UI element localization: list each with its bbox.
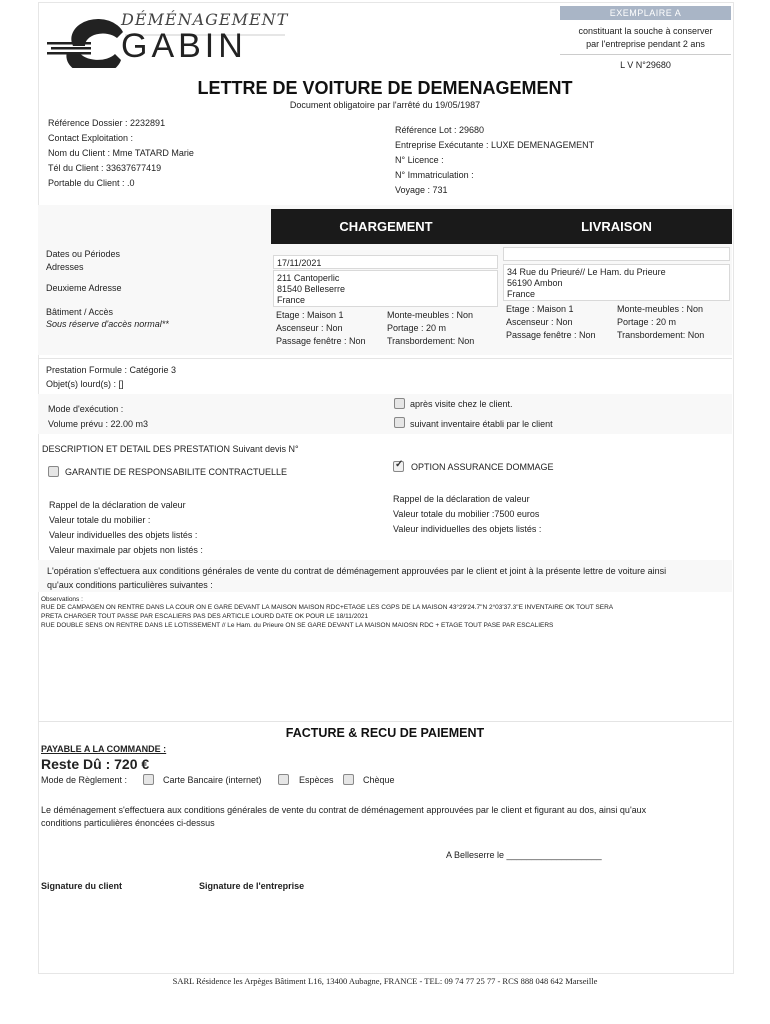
- valeur-totale-right: Valeur totale du mobilier :7500 euros: [393, 509, 540, 519]
- label-adresses: Adresses: [46, 262, 84, 272]
- lv-number: L V N°29680: [620, 60, 671, 70]
- company-logo: [45, 8, 289, 68]
- inventaire-client-checkbox[interactable]: [394, 417, 405, 428]
- livraison-ascenseur: Ascenseur : Non: [506, 317, 573, 327]
- conditions-line1: L'opération s'effectuera aux conditions générales de vente du contrat de déménagement approuvées par le client et joint à la présente lettre de voiture ainsi: [47, 566, 667, 576]
- licence-number: N° Licence :: [395, 155, 444, 165]
- chargement-address-field[interactable]: [273, 270, 498, 307]
- livraison-address-line1: 34 Rue du Prieuré// Le Ham. du Prieure: [507, 267, 666, 277]
- description-title: DESCRIPTION ET DETAIL DES PRESTATION Suivant devis N°: [42, 444, 299, 454]
- especes-checkbox[interactable]: [278, 774, 289, 785]
- mode-execution: Mode d'exécution :: [48, 404, 124, 414]
- livraison-date-field[interactable]: [503, 247, 730, 261]
- facture-conditions-line1: Le déménagement s'effectuera aux conditions générales de vente du contrat de déménagement approuvées par le client et figurant au dos, ainsi qu'aux: [41, 805, 647, 815]
- immatriculation: N° Immatriculation :: [395, 170, 474, 180]
- carte-bancaire-checkbox[interactable]: [143, 774, 154, 785]
- label-deuxieme-adresse: Deuxieme Adresse: [46, 283, 122, 293]
- voyage-number: Voyage : 731: [395, 185, 448, 195]
- label-batiment: Bâtiment / Accès: [46, 307, 114, 317]
- apres-visite-label: après visite chez le client.: [410, 399, 513, 409]
- garantie-checkbox[interactable]: [48, 466, 59, 477]
- garantie-label: GARANTIE DE RESPONSABILITE CONTRACTUELLE: [65, 467, 288, 477]
- chargement-address-line1: 211 Cantoperlic: [277, 273, 340, 283]
- option-assurance-checkbox[interactable]: [393, 461, 404, 472]
- footer-address: SARL Résidence les Arpèges Bâtiment L16, 13400 Aubagne, FRANCE - TEL: 09 74 77 25 77 - RCS 888 048 642 Marseille: [172, 976, 598, 986]
- valeur-individuelle-left: Valeur individuelles des objets listés :: [49, 530, 198, 540]
- rappel-left: Rappel de la déclaration de valeur: [49, 500, 186, 510]
- logo-script-text: DÉMÉNAGEMENT: [121, 10, 289, 29]
- livraison-monte-meubles: Monte-meubles : Non: [617, 304, 704, 314]
- valeur-individuelle-right: Valeur individuelles des objets listés :: [393, 524, 542, 534]
- livraison-portage: Portage : 20 m: [617, 317, 677, 327]
- inventaire-client-label: suivant inventaire établi par le client: [410, 419, 553, 429]
- rappel-right: Rappel de la déclaration de valeur: [393, 494, 530, 504]
- livraison-address-field[interactable]: [503, 264, 730, 301]
- ref-lot: Référence Lot : 29680: [395, 125, 485, 135]
- chargement-address-line2: 81540 Belleserre: [277, 284, 346, 294]
- chargement-passage: Passage fenêtre : Non: [276, 336, 366, 346]
- cheque-checkbox[interactable]: [343, 774, 354, 785]
- reste-du: Reste Dû : 720 €: [41, 756, 150, 772]
- prestation-formule: Prestation Formule : Catégorie 3: [46, 365, 177, 375]
- chargement-etage: Etage : Maison 1: [276, 310, 344, 320]
- payable-label: PAYABLE A LA COMMANDE :: [41, 744, 167, 754]
- apres-visite-checkbox[interactable]: [394, 398, 405, 409]
- option-assurance-label: OPTION ASSURANCE DOMMAGE: [411, 462, 554, 472]
- livraison-etage: Etage : Maison 1: [506, 304, 574, 314]
- ref-dossier: Référence Dossier : 2232891: [48, 118, 166, 128]
- volume-prevu: Volume prévu : 22.00 m3: [48, 419, 149, 429]
- objets-lourds: Objet(s) lourd(s) : []: [46, 379, 124, 389]
- observations-line1: RUE DE CAMPAGEN ON RENTRE DANS LA COUR ON E GARE DEVANT LA MAISON MAISON RDC+ETAGE LES CGPS DE LA MAISON 43°29'24.7"N 2°03'37.3"E INVENTAIRE OK TOUT SERA: [41, 604, 614, 611]
- livraison-address-line3: France: [507, 289, 536, 299]
- chargement-date: 17/11/2021: [277, 258, 322, 268]
- contact-exploitation: Contact Exploitation :: [48, 133, 134, 143]
- signature-client-label: Signature du client: [41, 881, 123, 891]
- carte-bancaire-label: Carte Bancaire (internet): [163, 775, 262, 785]
- label-reserve: Sous réserve d'accès normal**: [46, 319, 169, 329]
- chargement-portage: Portage : 20 m: [387, 323, 447, 333]
- client-name: Nom du Client : Mme TATARD Marie: [48, 148, 194, 158]
- observations-line2: PRETA CHARGER TOUT PASSE PAR ESCALIERS PAS DES ARTICLE LOURD DATE OK POUR LE 18/11/2021: [41, 613, 369, 620]
- facture-title: FACTURE & RECU DE PAIEMENT: [285, 726, 485, 740]
- chargement-address-line3: France: [277, 295, 306, 305]
- cheque-label: Chèque: [363, 775, 395, 785]
- valeur-maximale-left: Valeur maximale par objets non listés :: [49, 545, 203, 555]
- lieu-date: A Belleserre le ___________________: [446, 850, 602, 860]
- entreprise-executante: Entreprise Exécutante : LUXE DEMENAGEMENT: [395, 140, 595, 150]
- livraison-header: LIVRAISON: [501, 209, 732, 244]
- copy-label: EXEMPLAIRE A: [560, 6, 731, 20]
- especes-label: Espèces: [299, 775, 334, 785]
- conditions-line2: qu'aux conditions particulières suivantes :: [47, 580, 213, 590]
- chargement-transbordement: Transbordement: Non: [387, 336, 475, 346]
- chargement-monte-meubles: Monte-meubles : Non: [387, 310, 474, 320]
- copy-box: [560, 6, 731, 72]
- observations-label: Observations :: [41, 596, 83, 603]
- observations-line3: RUE DOUBLE SENS ON RENTRE DANS LE LOTISSEMENT // Le Ham. du Prieure ON SE GARE DEVANT LA MAISON MAIOSN RDC + ETAGE TOUT PASE PAR ESCALIERS: [41, 622, 554, 629]
- label-dates: Dates ou Périodes: [46, 249, 121, 259]
- copy-line2: par l'entreprise pendant 2 ans: [586, 39, 705, 49]
- page-subtitle: Document obligatoire par l'arrêté du 19/05/1987: [289, 100, 481, 110]
- livraison-passage: Passage fenêtre : Non: [506, 330, 596, 340]
- signature-entreprise-label: Signature de l'entreprise: [199, 881, 305, 891]
- copy-line1: constituant la souche à conserver: [578, 26, 713, 36]
- mode-reglement-label: Mode de Règlement :: [41, 775, 128, 785]
- chargement-header: CHARGEMENT: [271, 209, 501, 244]
- facture-conditions-line2: conditions particulières énoncées ci-dessus: [41, 818, 215, 828]
- chargement-ascenseur: Ascenseur : Non: [276, 323, 343, 333]
- client-tel: Tél du Client : 33637677419: [48, 163, 162, 173]
- livraison-address-line2: 56190 Ambon: [507, 278, 563, 288]
- client-portable: Portable du Client : .0: [48, 178, 135, 188]
- chargement-date-field[interactable]: [273, 255, 498, 269]
- page-title: LETTRE DE VOITURE DE DEMENAGEMENT: [197, 78, 573, 98]
- livraison-transbordement: Transbordement: Non: [617, 330, 705, 340]
- logo-brand: GABIN: [121, 27, 247, 65]
- valeur-totale-left: Valeur totale du mobilier :: [49, 515, 151, 525]
